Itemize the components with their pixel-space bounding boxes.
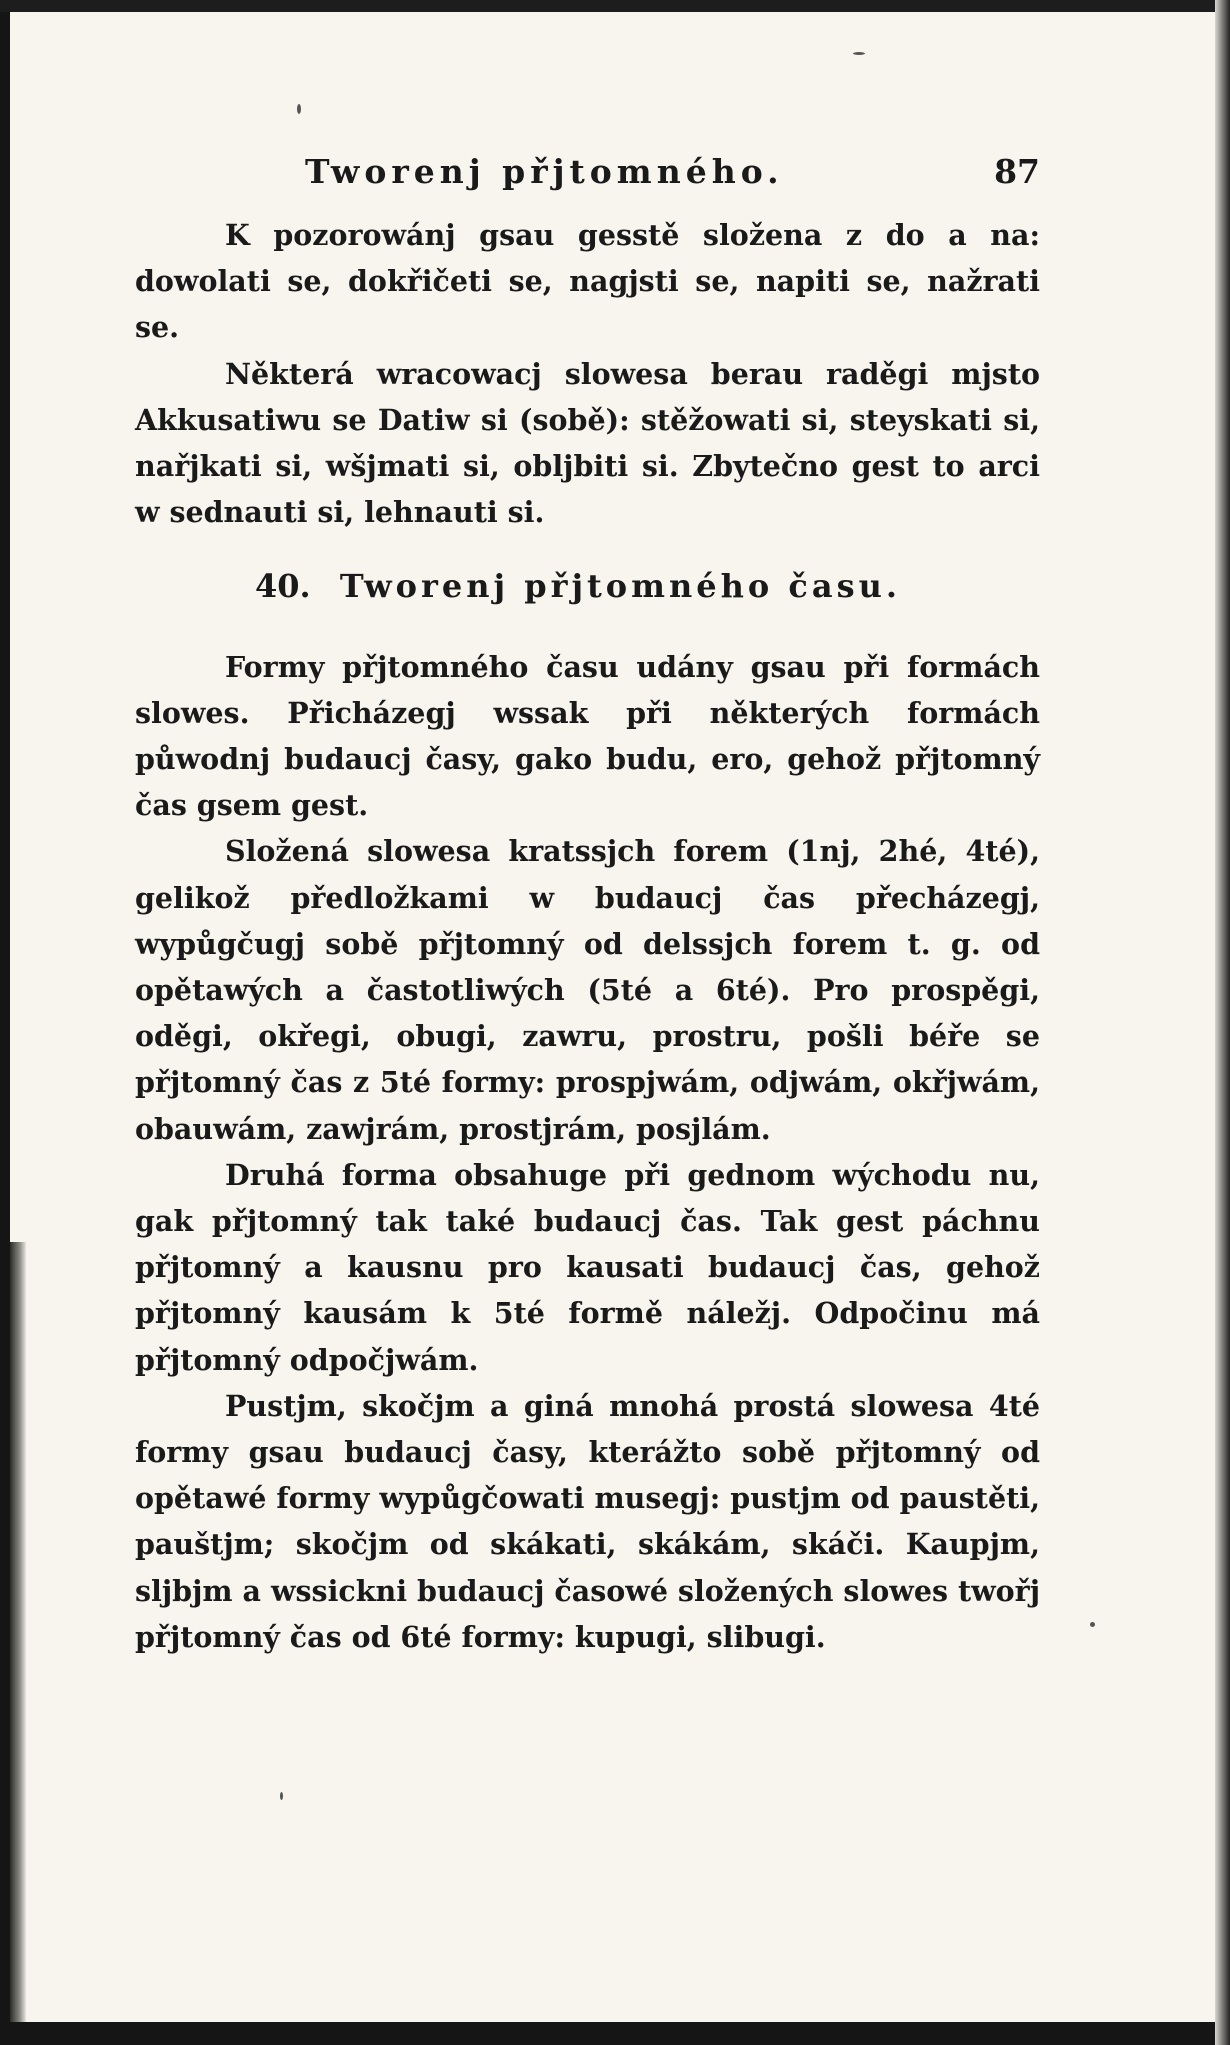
scan-speck — [280, 1792, 283, 1800]
running-title: Tworenj přjtomného. — [305, 152, 784, 191]
book-page — [10, 12, 1215, 2022]
paragraph: Druhá forma obsahuge při gednom wýchodu nu, gak přjtomný tak také budaucj čas. Tak gest páchnu přjtomný a kausnu pro kausati budaucj čas, gehož přjtomný kausám k 5té formě náležj. Odpočinu má přjtomný odpočjwám. — [135, 1157, 1040, 1377]
paragraph: K pozorowánj gsau gesstě složena z do a na: dowolati se, dokřičeti se, nagjsti se, napiti se, nažrati se. — [135, 218, 1040, 345]
section-heading — [135, 563, 1040, 609]
scan-right-edge — [1215, 0, 1230, 2045]
paragraph: Složená slowesa kratssjch forem (1nj, 2hé, 4té), gelikož předložkami w budaucj čas přecházegj, wypůgčugj sobě přjtomný od delssjch forem t. g. od opětawých a častotliwých (5té a 6té). Pro prospěgi, oděgi, okřegi, obugi, zawru, prostru, pošli béře se přjtomný čas z 5té formy: prospjwám, odjwám, okřjwám, obauwám, zawjrám, prostjrám, posjlám. — [135, 834, 1040, 1146]
running-head — [135, 152, 1040, 202]
scan-speck — [297, 104, 301, 114]
scan-speck — [853, 52, 865, 55]
scan-speck — [1090, 1622, 1095, 1627]
paragraph: Formy přjtomného času udány gsau při formách slowes. Přicházegj wssak při některých formách půwodnj budaucj časy, gako budu, ero, gehož přjtomný čas gsem gest. — [135, 649, 1040, 823]
paragraph: Některá wracowacj slowesa berau raděgi mjsto Akkusatiwu se Datiw si (sobě): stěžowati si, steyskati si, nařjkati si, wšjmati si, obljbiti si. Zbytečno gest to arci w sednauti si, lehnauti si. — [135, 356, 1040, 530]
page-number: 87 — [994, 152, 1040, 191]
section-title: Tworenj přjtomného času. — [339, 567, 902, 606]
paragraph: Pustjm, skočjm a giná mnohá prostá slowesa 4té formy gsau budaucj časy, kterážto sobě přjtomný od opětawé formy wypůgčowati musegj: pustjm od paustěti, pauštjm; skočjm od skákati, skákám, skáči. Kaupjm, sljbjm a wssickni budaucj časowé složených slowes twořj přjtomný čas od 6té formy: kupugi, slibugi. — [135, 1388, 1040, 1654]
scan-left-edge — [10, 1242, 26, 2022]
scan-top-edge — [0, 0, 1230, 12]
page-body — [135, 212, 1040, 1660]
section-number: 40. — [255, 567, 311, 606]
